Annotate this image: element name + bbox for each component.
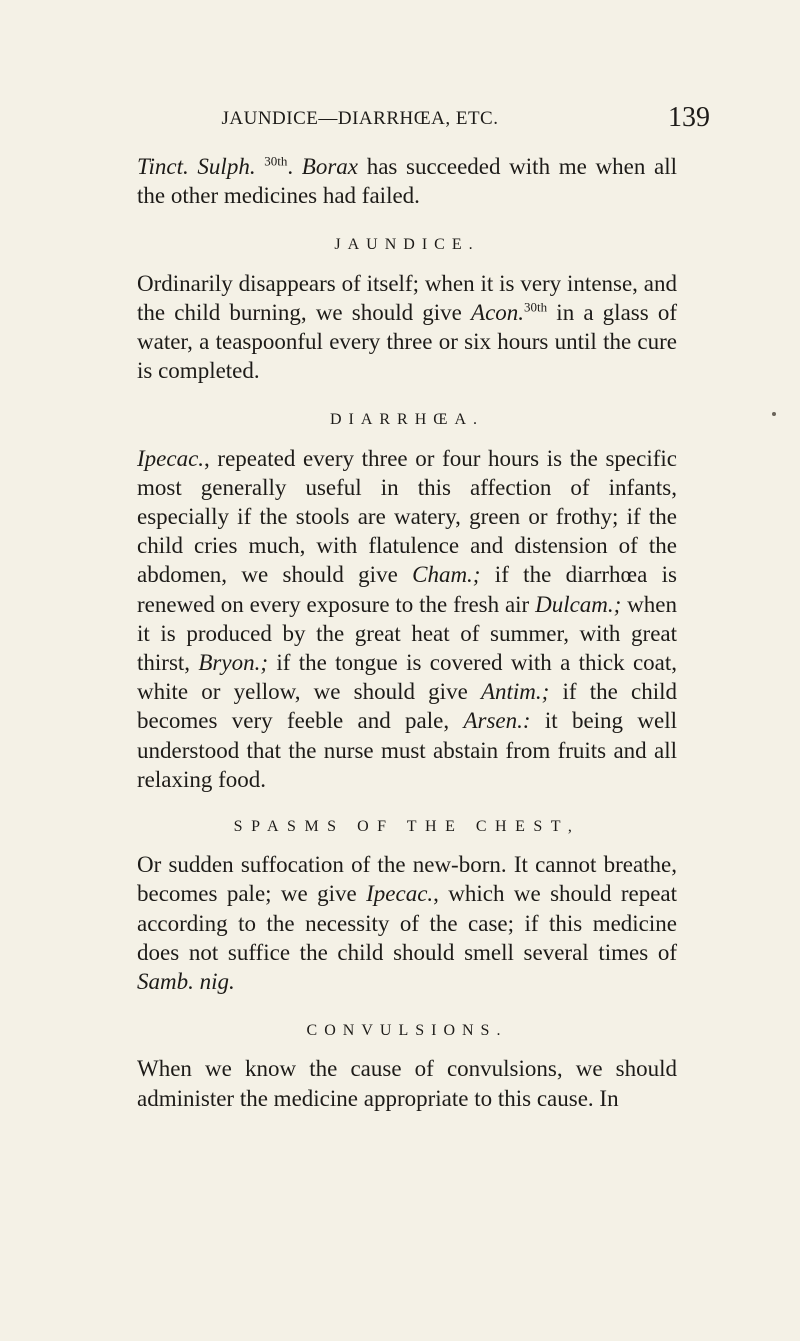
page-body xyxy=(137,152,677,1113)
remedy: Samb. nig. xyxy=(137,969,235,995)
page-number: 139 xyxy=(668,102,710,133)
section-heading-spasms: SPASMS OF THE CHEST, xyxy=(233,818,581,836)
jaundice-paragraph: Ordinarily disappears of itself; when it is very intense, and the child burning, we should give Acon.$^{30th}$ in a glass of water, a teaspoonful every three or six hours until the cure is completed. xyxy=(137,270,677,384)
diarrhoea-paragraph: Ipecac., repeated every three or four hours is the specific most generally useful in this affection of infants, especially if the stools are watery, green or frothy; if the child cries much, with flatulence and distension of the abdomen, we should give Cham.; if the diarrhœa is renewed on every exposure to the fresh air Dulcam.; when it is produced by the great heat of summer, with great thirst, Bryon.; if the tongue is covered with a thick coat, white or yellow, we should give Antim.; if the child becomes very feeble and pale, Arsen.: it being well understood that the nurse must abstain from fruits and all relaxing food. xyxy=(137,445,678,792)
intro-paragraph: Tinct. Sulph. $^{30th}$. Borax has succeeded with me when all the other medicines had failed. xyxy=(137,153,677,209)
paper-speck xyxy=(772,412,776,416)
remedy: Antim.; xyxy=(480,679,550,705)
remedy: Dulcam.; xyxy=(535,591,622,617)
section-heading-jaundice: JAUNDICE. xyxy=(334,236,480,254)
section-heading-convulsions: CONVULSIONS. xyxy=(306,1022,508,1040)
remedy: Bryon.; xyxy=(198,650,268,676)
remedy: Tinct. Sulph. xyxy=(137,154,256,179)
section-heading-diarrhoea: DIARRHŒA. xyxy=(329,411,485,429)
potency: 30th xyxy=(264,153,288,169)
running-head: JAUNDICE—DIARRHŒA, ETC. xyxy=(221,108,499,129)
remedy: Ipecac. xyxy=(366,881,434,907)
convulsions-paragraph: When we know the cause of convulsions, we should administer the medicine appropriate to this cause. In xyxy=(137,1056,677,1111)
remedy: Borax xyxy=(301,154,359,179)
remedy: Ipecac. xyxy=(137,445,205,471)
text: has succeeded with me when all the other medicines had failed. xyxy=(137,154,677,209)
spasms-paragraph: Or sudden suffocation of the new-born. It cannot breathe, becomes pale; we give Ipecac., which we should repeat according to the necessity of the case; if this medicine does not suffice the child should smell several times of Samb. nig. xyxy=(137,852,677,995)
potency: 30th xyxy=(524,299,548,315)
remedy: Cham.; xyxy=(412,562,481,588)
remedy: Acon. xyxy=(471,299,525,325)
page-header xyxy=(140,100,710,140)
remedy: Arsen.: xyxy=(463,708,531,734)
